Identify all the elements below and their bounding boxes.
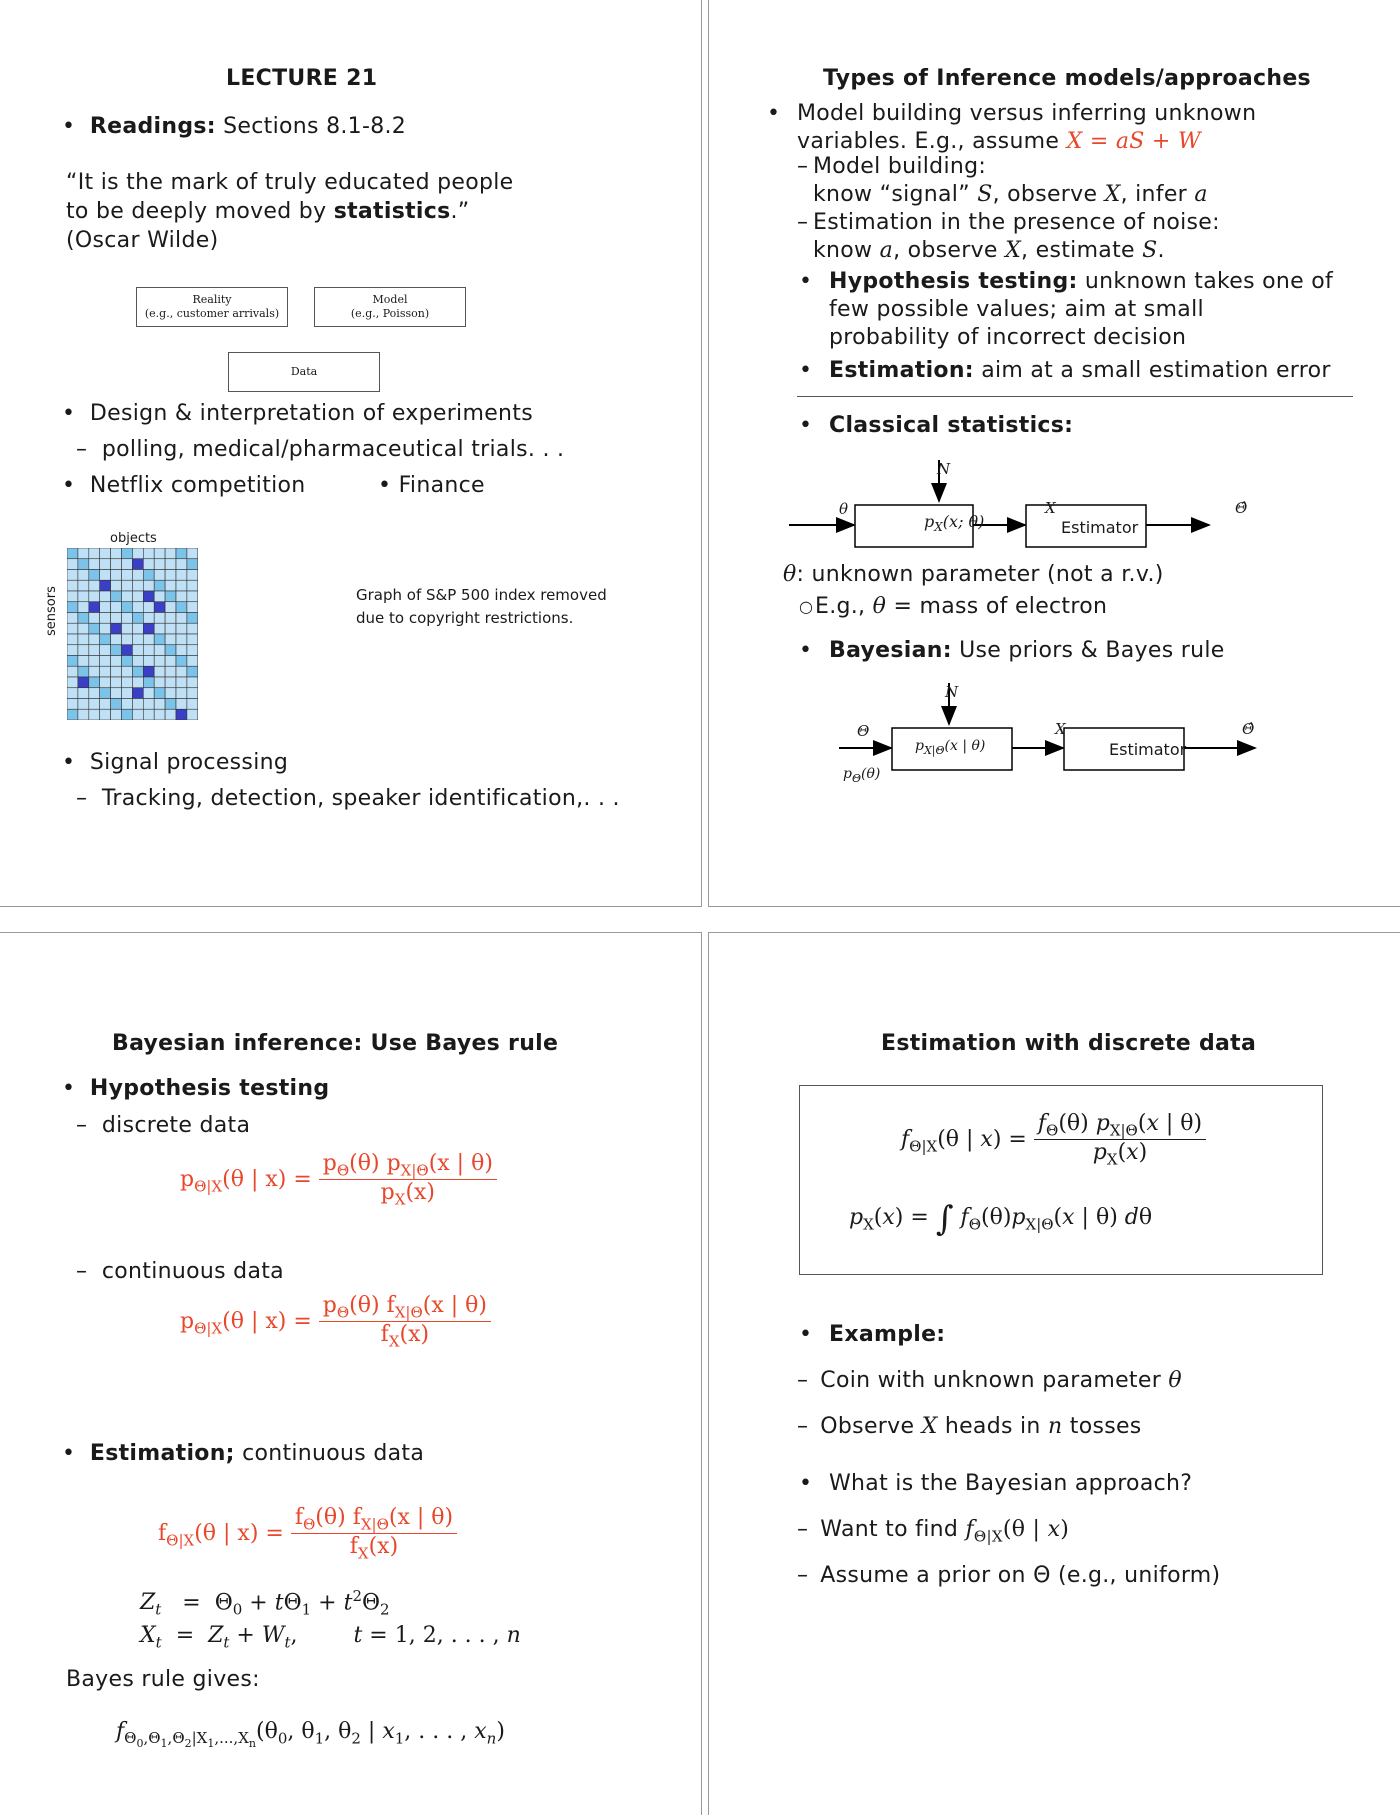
grid-cell: [78, 645, 89, 656]
grid-cell: [100, 580, 111, 591]
grid-cell: [78, 570, 89, 581]
grid-cell: [78, 559, 89, 570]
grid-objects-label: objects: [110, 531, 157, 546]
posterior-formula: $f_{\Theta|X}(\theta$ | x) = $\frac{f_\Theta(\theta) p_{X|\Theta}(x | \theta)}{p_X(x)}$: [901, 1111, 1206, 1169]
grid-cell: [132, 699, 143, 710]
bullet-model-building: • Model building versus inferring unknown variables. E.g., assume X = aS + W: [767, 101, 1257, 154]
grid-cell: [67, 580, 78, 591]
grid-cell: [154, 613, 165, 624]
grid-cell: [89, 559, 100, 570]
grid-cell: [154, 699, 165, 710]
bayes-rule-gives: Bayes rule gives:: [66, 1667, 260, 1692]
slide-discrete-estimation: [708, 932, 1400, 1815]
grid-cell: [111, 688, 122, 699]
grid-cell: [122, 570, 133, 581]
grid-cell: [78, 580, 89, 591]
bayes-discrete-formula: $p_{\Theta|X}(\theta$ | x) = $\frac{p_\Theta(\theta) p_{X|\Theta}(x | \theta)}{p_X(x)}$: [180, 1151, 497, 1209]
grid-cell: [111, 677, 122, 688]
bayesian-diagram: [839, 678, 1359, 773]
grid-cell: [176, 688, 187, 699]
sub-want: – Want to find $f_{\Theta|X}(\theta$ | x): [797, 1517, 1070, 1546]
grid-cell: [100, 634, 111, 645]
grid-cell: [67, 699, 78, 710]
sub-estimation-noise: – Estimation in the presence of noise: know a, observe X, estimate S.: [797, 210, 1220, 263]
bullet-finance: • Finance: [378, 473, 485, 498]
sub-continuous: – continuous data: [76, 1259, 284, 1284]
grid-cell: [122, 580, 133, 591]
grid-cell: [143, 613, 154, 624]
grid-cell: [154, 602, 165, 613]
grid-cell: [154, 645, 165, 656]
observation-label: X: [1045, 499, 1056, 517]
grid-cell: [89, 709, 100, 720]
grid-cell: [143, 634, 154, 645]
bullet-netflix: • Netflix competition: [62, 473, 306, 498]
grid-cell: [165, 666, 176, 677]
grid-cell: [111, 548, 122, 559]
grid-cell: [122, 602, 133, 613]
theta-input-label: Θ: [857, 722, 870, 740]
grid-cell: [89, 623, 100, 634]
grid-cell: [165, 602, 176, 613]
grid-cell: [67, 548, 78, 559]
marginal-formula: $p_X(x)$ = ∫ $f_\Theta(\theta)p_{X|\Theta}(x$ | θ) dθ: [849, 1199, 1153, 1239]
grid-cell: [187, 548, 198, 559]
grid-cell: [122, 559, 133, 570]
grid-cell: [100, 623, 111, 634]
grid-cell: [67, 591, 78, 602]
grid-cell: [89, 570, 100, 581]
grid-cell: [100, 688, 111, 699]
bullet-bayesian-approach: • What is the Bayesian approach?: [799, 1471, 1193, 1496]
grid-cell: [100, 666, 111, 677]
grid-cell: [78, 699, 89, 710]
grid-cell: [89, 548, 100, 559]
grid-cell: [100, 677, 111, 688]
grid-cell: [176, 580, 187, 591]
grid-cell: [78, 688, 89, 699]
grid-cell: [111, 570, 122, 581]
grid-cell: [67, 634, 78, 645]
grid-cell: [111, 699, 122, 710]
readings-text: Sections 8.1-8.2: [223, 114, 407, 139]
data-box: Data: [228, 352, 380, 392]
grid-cell: [143, 602, 154, 613]
grid-cell: [154, 688, 165, 699]
grid-cell: [100, 699, 111, 710]
grid-cell: [67, 559, 78, 570]
sub-prior: – Assume a prior on Θ (e.g., uniform): [797, 1563, 1221, 1588]
grid-cell: [122, 591, 133, 602]
grid-cell: [187, 656, 198, 667]
grid-cell: [176, 602, 187, 613]
posterior-joint: $f_{\Theta_0,\Theta_1,\Theta_2|X_1,...,X_n}(\theta_0$, $\theta_1$, $\theta_2$ | $x_1$, . . . , $x_n$): [116, 1719, 505, 1751]
slide-lecture-21: [0, 0, 702, 907]
grid-cell: [122, 623, 133, 634]
grid-cell: [89, 656, 100, 667]
grid-cell: [143, 709, 154, 720]
grid-cell: [143, 548, 154, 559]
sub-tracking: – Tracking, detection, speaker identification,. . .: [76, 786, 620, 811]
grid-cell: [176, 623, 187, 634]
grid-cell: [187, 623, 198, 634]
grid-cell: [143, 656, 154, 667]
grid-cell: [132, 656, 143, 667]
grid-cell: [111, 666, 122, 677]
grid-cell: [165, 548, 176, 559]
grid-cell: [143, 677, 154, 688]
model-equation: X = aS + W: [1066, 129, 1201, 154]
grid-cell: [143, 645, 154, 656]
grid-cell: [154, 709, 165, 720]
grid-cell: [111, 656, 122, 667]
grid-cell: [165, 688, 176, 699]
grid-cell: [154, 559, 165, 570]
grid-cell: [89, 613, 100, 624]
grid-cell: [132, 602, 143, 613]
grid-cell: [89, 699, 100, 710]
likelihood-box-label: $p_{X|\Theta}(x$ | θ): [915, 738, 986, 757]
sub-model-building: – Model building: know “signal” S, observe X, infer a: [797, 154, 1208, 207]
bullet-bayesian: • Bayesian: Use priors & Bayes rule: [799, 638, 1225, 663]
grid-cell: [176, 645, 187, 656]
reality-box: Reality (e.g., customer arrivals): [136, 287, 288, 327]
grid-cell: [143, 688, 154, 699]
grid-cell: [187, 591, 198, 602]
grid-cell: [100, 709, 111, 720]
grid-cell: [176, 634, 187, 645]
grid-cell: [143, 666, 154, 677]
grid-cell: [67, 666, 78, 677]
grid-cell: [176, 677, 187, 688]
grid-cell: [89, 602, 100, 613]
slide-title: Bayesian inference: Use Bayes rule: [112, 1031, 559, 1056]
model-Zt: $Z_t = \Theta_0 + t\Theta_1 + t^2\Theta_2$: [140, 1587, 390, 1619]
sensor-object-grid: [67, 548, 198, 720]
grid-cell: [187, 570, 198, 581]
grid-cell: [100, 602, 111, 613]
bullet-readings: • Readings: Sections 8.1-8.2: [62, 114, 407, 139]
slide-title: Estimation with discrete data: [881, 1031, 1257, 1056]
grid-cell: [154, 634, 165, 645]
grid-cell: [78, 602, 89, 613]
grid-cell: [67, 570, 78, 581]
grid-cell: [100, 645, 111, 656]
grid-cell: [122, 709, 133, 720]
grid-cell: [111, 602, 122, 613]
prior-label: $p_\Theta(\theta)$: [843, 766, 881, 785]
grid-cell: [67, 688, 78, 699]
grid-cell: [122, 634, 133, 645]
grid-cell: [78, 548, 89, 559]
grid-cell: [187, 666, 198, 677]
grid-cell: [89, 677, 100, 688]
grid-cell: [165, 570, 176, 581]
grid-cell: [154, 580, 165, 591]
grid-cell: [165, 656, 176, 667]
graph-removed-note: Graph of S&P 500 index removed due to copyright restrictions.: [356, 586, 607, 627]
grid-cell: [165, 559, 176, 570]
bayes-estimation-formula: $f_{\Theta|X}(\theta$ | x) = $\frac{f_\Theta(\theta) f_{X|\Theta}(x | \theta)}{f_X(x)}$: [158, 1505, 457, 1563]
grid-cell: [176, 666, 187, 677]
grid-cell: [187, 677, 198, 688]
quote-line: (Oscar Wilde): [66, 228, 219, 253]
grid-cell: [187, 699, 198, 710]
grid-cell: [111, 634, 122, 645]
grid-cell: [122, 548, 133, 559]
grid-cell: [122, 677, 133, 688]
grid-cell: [165, 634, 176, 645]
quote-line: “It is the mark of truly educated people: [66, 170, 514, 195]
grid-cell: [132, 559, 143, 570]
grid-cell: [132, 623, 143, 634]
grid-cell: [154, 656, 165, 667]
grid-cell: [187, 709, 198, 720]
grid-cell: [154, 623, 165, 634]
grid-cell: [67, 613, 78, 624]
grid-cell: [111, 709, 122, 720]
grid-cell: [78, 591, 89, 602]
readings-label: Readings:: [89, 114, 216, 139]
grid-cell: [78, 623, 89, 634]
grid-cell: [111, 613, 122, 624]
grid-cell: [132, 613, 143, 624]
grid-cell: [132, 709, 143, 720]
estimate-label: Θ̂: [1242, 720, 1255, 738]
slide-title: Types of Inference models/approaches: [823, 66, 1311, 91]
grid-cell: [132, 548, 143, 559]
grid-cell: [100, 548, 111, 559]
grid-cell: [132, 634, 143, 645]
grid-cell: [100, 656, 111, 667]
grid-cell: [100, 559, 111, 570]
grid-cell: [154, 548, 165, 559]
grid-cell: [176, 656, 187, 667]
grid-cell: [187, 645, 198, 656]
theta-input-label: θ: [839, 500, 849, 518]
grid-cell: [176, 709, 187, 720]
bullet-hypothesis-testing: • Hypothesis testing: [62, 1076, 330, 1101]
grid-cell: [132, 666, 143, 677]
slide-inference-types: [708, 0, 1400, 907]
grid-cell: [176, 591, 187, 602]
grid-cell: [154, 677, 165, 688]
grid-cell: [165, 613, 176, 624]
grid-cell: [176, 570, 187, 581]
grid-cell: [89, 634, 100, 645]
quote-line: to be deeply moved by statistics.”: [66, 199, 470, 224]
bullet-estimation: • Estimation: aim at a small estimation error: [799, 358, 1331, 383]
grid-cell: [187, 602, 198, 613]
bullet-signal: • Signal processing: [62, 750, 289, 775]
grid-cell: [187, 634, 198, 645]
theta-definition: θ: unknown parameter (not a r.v.): [783, 562, 1164, 587]
grid-cell: [165, 591, 176, 602]
grid-cell: [176, 613, 187, 624]
grid-cell: [122, 656, 133, 667]
grid-cell: [154, 570, 165, 581]
grid-cell: [132, 591, 143, 602]
grid-cell: [111, 559, 122, 570]
grid-cell: [176, 699, 187, 710]
sub-discrete: – discrete data: [76, 1113, 251, 1138]
grid-cell: [176, 559, 187, 570]
grid-cell: [143, 623, 154, 634]
grid-cell: [122, 613, 133, 624]
grid-cell: [165, 623, 176, 634]
estimator-label: Estimator: [1061, 518, 1139, 537]
grid-cell: [78, 613, 89, 624]
grid-cell: [132, 645, 143, 656]
grid-cell: [78, 677, 89, 688]
grid-cell: [132, 677, 143, 688]
grid-cell: [122, 688, 133, 699]
grid-cell: [187, 559, 198, 570]
bullet-estimation: • Estimation; continuous data: [62, 1441, 425, 1466]
model-Xt: $X_t = Z_t + W_t$, t = 1, 2, . . . , n: [140, 1623, 521, 1652]
bullet-classical: • Classical statistics:: [799, 413, 1074, 438]
grid-cell: [176, 548, 187, 559]
grid-cell: [67, 602, 78, 613]
estimate-label: Θ̂: [1235, 499, 1248, 517]
estimator-label: Estimator: [1109, 740, 1187, 759]
grid-cell: [165, 677, 176, 688]
grid-cell: [143, 591, 154, 602]
grid-cell: [187, 613, 198, 624]
grid-cell: [78, 656, 89, 667]
sub-observe: – Observe X heads in n tosses: [797, 1414, 1142, 1439]
grid-cell: [122, 666, 133, 677]
grid-cell: [165, 709, 176, 720]
grid-cell: [100, 613, 111, 624]
grid-cell: [143, 559, 154, 570]
grid-cell: [165, 645, 176, 656]
grid-cell: [78, 634, 89, 645]
bullet-example: • Example:: [799, 1322, 946, 1347]
grid-cell: [154, 666, 165, 677]
model-box: Model (e.g., Poisson): [314, 287, 466, 327]
grid-cell: [111, 645, 122, 656]
slide-title: LECTURE 21: [226, 66, 378, 91]
likelihood-box-label: $p_X(x$; θ): [924, 512, 985, 535]
grid-cell: [132, 688, 143, 699]
grid-cell: [89, 591, 100, 602]
bullet-design: • Design & interpretation of experiments: [62, 401, 533, 426]
quote: [66, 168, 514, 255]
grid-cell: [165, 580, 176, 591]
grid-cell: [67, 677, 78, 688]
grid-cell: [165, 699, 176, 710]
bullet-hypothesis-testing: • Hypothesis testing: unknown takes one of few possible values; aim at small probability of incorrect decision: [799, 269, 1334, 350]
grid-cell: [122, 645, 133, 656]
grid-cell: [67, 645, 78, 656]
grid-cell: [187, 688, 198, 699]
grid-cell: [111, 623, 122, 634]
grid-cell: [122, 699, 133, 710]
sub-polling: – polling, medical/pharmaceutical trials. . .: [76, 437, 565, 462]
grid-cell: [132, 580, 143, 591]
grid-cell: [154, 591, 165, 602]
grid-cell: [89, 688, 100, 699]
noise-label: N: [945, 683, 959, 701]
grid-cell: [67, 709, 78, 720]
divider: [797, 396, 1353, 397]
grid-cell: [89, 580, 100, 591]
grid-cell: [78, 709, 89, 720]
slide-bayesian-inference: [0, 932, 702, 1815]
grid-cell: [100, 591, 111, 602]
grid-cell: [143, 570, 154, 581]
grid-cell: [132, 570, 143, 581]
grid-cell: [187, 580, 198, 591]
grid-cell: [111, 591, 122, 602]
grid-cell: [78, 666, 89, 677]
grid-cell: [100, 570, 111, 581]
grid-sensors-label: sensors: [44, 586, 59, 636]
bayes-continuous-formula: $p_{\Theta|X}(\theta$ | x) = $\frac{p_\Theta(\theta) f_{X|\Theta}(x | \theta)}{f_X(x)}$: [180, 1293, 491, 1351]
grid-cell: [143, 580, 154, 591]
theta-example: ○ E.g., θ = mass of electron: [799, 594, 1108, 619]
grid-cell: [67, 623, 78, 634]
noise-label: N: [937, 460, 951, 478]
grid-cell: [143, 699, 154, 710]
grid-cell: [67, 656, 78, 667]
grid-cell: [89, 666, 100, 677]
grid-cell: [111, 580, 122, 591]
observation-label: X: [1055, 720, 1066, 738]
grid-cell: [89, 645, 100, 656]
sub-coin: – Coin with unknown parameter θ: [797, 1368, 1182, 1393]
